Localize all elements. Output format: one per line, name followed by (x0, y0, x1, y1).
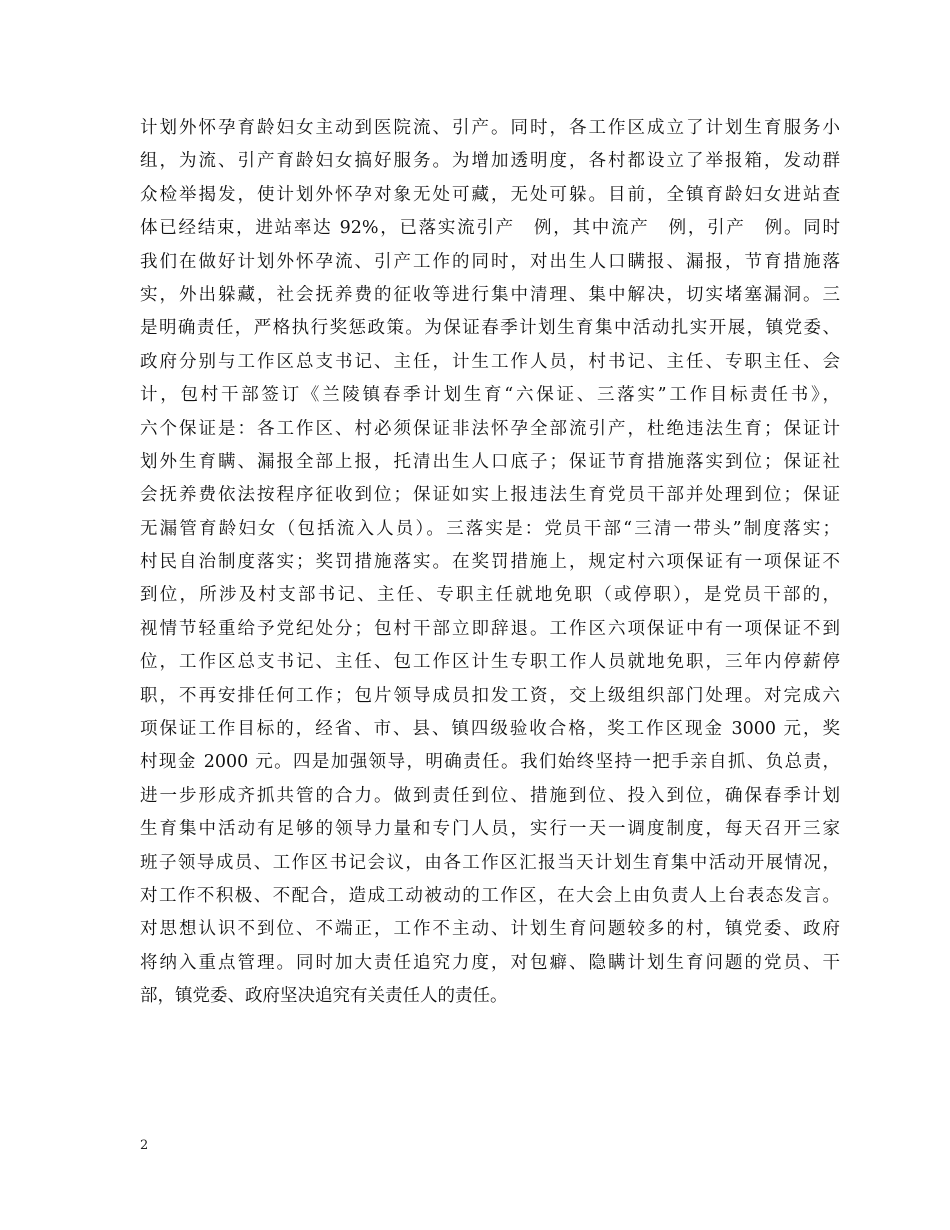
page-number: 2 (140, 1138, 149, 1153)
text-line: 实，外出躲藏，社会抚养费的征收等进行集中清理、集中解决，切实堵塞漏洞。三 (140, 284, 840, 305)
text-line: 班子领导成员、工作区书记会议，由各工作区汇报当天计划生育集中活动开展情况， (140, 852, 840, 873)
text-line: 村现金 2000 元。四是加强领导，明确责任。我们始终坚持一把手亲自抓、负总责， (140, 752, 840, 773)
text-line: 项保证工作目标的，经省、市、县、镇四级验收合格，奖工作区现金 3000 元，奖 (140, 719, 840, 740)
text-line: 到位，所涉及村支部书记、主任、专职主任就地免职（或停职），是党员干部的， (140, 585, 840, 606)
text-line: 将纳入重点管理。同时加大责任追究力度，对包癖、隐瞒计划生育问题的党员、干 (140, 952, 840, 973)
text-line: 政府分别与工作区总支书记、主任，计生工作人员，村书记、主任、专职主任、会 (140, 351, 840, 372)
text-line: 计划外怀孕育龄妇女主动到医院流、引产。同时，各工作区成立了计划生育服务小 (140, 118, 840, 138)
text-line: 体已经结束，进站率达 92%，已落实流引产 例，其中流产 例，引产 例。同时 (140, 218, 840, 239)
text-line: 对思想认识不到位、不端正，工作不主动、计划生育问题较多的村，镇党委、政府 (140, 919, 840, 940)
text-line: 无漏管育龄妇女（包括流入人员）。三落实是：党员干部“三清一带头”制度落实； (140, 518, 840, 539)
text-line: 划外生育瞒、漏报全部上报，托清出生人口底子；保证节育措施落实到位；保证社 (140, 451, 840, 472)
text-line: 组，为流、引产育龄妇女搞好服务。为增加透明度，各村都设立了举报箱，发动群 (140, 151, 840, 172)
text-line: 进一步形成齐抓共管的合力。做到责任到位、措施到位、投入到位，确保春季计划 (140, 785, 840, 806)
text-line: 计，包村干部签订《兰陵镇春季计划生育“六保证、三落实”工作目标责任书》， (140, 385, 840, 406)
text-line: 位，工作区总支书记、主任、包工作区计生专职工作人员就地免职，三年内停薪停 (140, 652, 840, 673)
text-line: 对工作不积极、不配合，造成工动被动的工作区，在大会上由负责人上台表态发言。 (140, 885, 840, 906)
text-line: 是明确责任，严格执行奖惩政策。为保证春季计划生育集中活动扎实开展，镇党委、 (140, 318, 840, 339)
text-line: 众检举揭发，使计划外怀孕对象无处可藏，无处可躲。目前，全镇育龄妇女进站查 (140, 184, 840, 205)
text-line: 视情节轻重给予党纪处分；包村干部立即辞退。工作区六项保证中有一项保证不到 (140, 618, 840, 639)
text-line: 生育集中活动有足够的领导力量和专门人员，实行一天一调度制度，每天召开三家 (140, 819, 840, 840)
body-text (140, 112, 840, 1014)
text-line: 六个保证是：各工作区、村必须保证非法怀孕全部流引产，杜绝违法生育；保证计 (140, 418, 840, 439)
text-line: 部，镇党委、政府坚决追究有关责任人的责任。 (140, 986, 508, 1007)
text-line: 职，不再安排任何工作；包片领导成员扣发工资，交上级组织部门处理。对完成六 (140, 685, 840, 706)
text-line: 我们在做好计划外怀孕流、引产工作的同时，对出生人口瞒报、漏报，节育措施落 (140, 251, 840, 272)
text-line: 会抚养费依法按程序征收到位；保证如实上报违法生育党员干部并处理到位；保证 (140, 485, 840, 506)
text-line: 村民自治制度落实；奖罚措施落实。在奖罚措施上，规定村六项保证有一项保证不 (140, 552, 840, 573)
